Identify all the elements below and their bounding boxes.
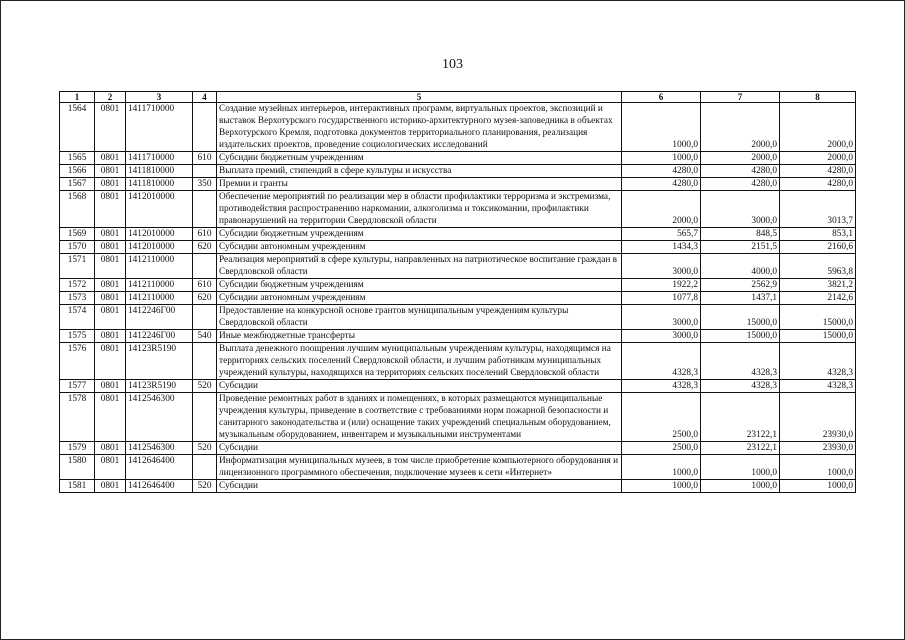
item-name-cell: Иные межбюджетные трансферты [217, 330, 622, 343]
amount-col8-cell: 4328,3 [780, 380, 856, 393]
amount-col8-cell: 5963,8 [780, 254, 856, 279]
target-code-cell: 1411710000 [126, 103, 193, 152]
amount-col8-cell: 3013,7 [780, 191, 856, 228]
section-code-cell: 0801 [95, 191, 126, 228]
expense-type-cell: 520 [193, 380, 217, 393]
table-row [60, 480, 856, 493]
table-row [60, 343, 856, 380]
row-number-cell: 1570 [60, 241, 95, 254]
column-header: 8 [780, 92, 856, 103]
item-name-cell: Выплата денежного поощрения лучшим муниципальным учреждениям культуры, находящимся на территориях сельских поселений Свердловской области, и лучшим работникам муниципальных учреждений культуры, находящихся на территориях сельских поселений Свердловской области [217, 343, 622, 380]
item-name-cell: Предоставление на конкурсной основе грантов муниципальным учреждениям культуры Свердловской области [217, 305, 622, 330]
amount-col7-cell: 23122,1 [701, 393, 780, 442]
amount-col8-cell: 1000,0 [780, 455, 856, 480]
amount-col8-cell: 4280,0 [780, 165, 856, 178]
amount-col7-cell: 15000,0 [701, 305, 780, 330]
amount-col6-cell: 3000,0 [622, 330, 701, 343]
amount-col8-cell: 2160,6 [780, 241, 856, 254]
target-code-cell: 1412246Г00 [126, 330, 193, 343]
table-row [60, 380, 856, 393]
target-code-cell: 1412010000 [126, 241, 193, 254]
table-row [60, 178, 856, 191]
section-code-cell: 0801 [95, 152, 126, 165]
amount-col8-cell: 4328,3 [780, 343, 856, 380]
section-code-cell: 0801 [95, 393, 126, 442]
row-number-cell: 1567 [60, 178, 95, 191]
amount-col6-cell: 2500,0 [622, 393, 701, 442]
expense-type-cell: 610 [193, 279, 217, 292]
table-row [60, 305, 856, 330]
target-code-cell: 1412546300 [126, 393, 193, 442]
item-name-cell: Субсидии [217, 380, 622, 393]
expense-type-cell: 350 [193, 178, 217, 191]
item-name-cell: Субсидии [217, 480, 622, 493]
budget-table [59, 91, 856, 493]
item-name-cell: Субсидии автономным учреждениям [217, 241, 622, 254]
amount-col7-cell: 4000,0 [701, 254, 780, 279]
item-name-cell: Субсидии бюджетным учреждениям [217, 152, 622, 165]
target-code-cell: 14123R5190 [126, 380, 193, 393]
column-header: 6 [622, 92, 701, 103]
item-name-cell: Субсидии автономным учреждениям [217, 292, 622, 305]
amount-col7-cell: 3000,0 [701, 191, 780, 228]
row-number-cell: 1578 [60, 393, 95, 442]
section-code-cell: 0801 [95, 292, 126, 305]
table-row [60, 330, 856, 343]
row-number-cell: 1575 [60, 330, 95, 343]
table-row [60, 442, 856, 455]
row-number-cell: 1580 [60, 455, 95, 480]
section-code-cell: 0801 [95, 343, 126, 380]
target-code-cell: 1411810000 [126, 165, 193, 178]
target-code-cell: 1412546300 [126, 442, 193, 455]
amount-col7-cell: 1000,0 [701, 480, 780, 493]
target-code-cell: 1412646400 [126, 480, 193, 493]
amount-col7-cell: 1000,0 [701, 455, 780, 480]
column-header: 5 [217, 92, 622, 103]
table-row [60, 254, 856, 279]
section-code-cell: 0801 [95, 442, 126, 455]
amount-col8-cell: 2000,0 [780, 152, 856, 165]
amount-col6-cell: 3000,0 [622, 305, 701, 330]
item-name-cell: Субсидии бюджетным учреждениям [217, 279, 622, 292]
section-code-cell: 0801 [95, 279, 126, 292]
amount-col8-cell: 23930,0 [780, 442, 856, 455]
item-name-cell: Выплата премий, стипендий в сфере культуры и искусства [217, 165, 622, 178]
expense-type-cell [193, 165, 217, 178]
amount-col6-cell: 4280,0 [622, 165, 701, 178]
expense-type-cell [193, 343, 217, 380]
amount-col7-cell: 2000,0 [701, 103, 780, 152]
row-number-cell: 1564 [60, 103, 95, 152]
table-row [60, 279, 856, 292]
amount-col7-cell: 4328,3 [701, 343, 780, 380]
amount-col7-cell: 2151,5 [701, 241, 780, 254]
section-code-cell: 0801 [95, 330, 126, 343]
target-code-cell: 1412246Г00 [126, 305, 193, 330]
amount-col8-cell: 2142,6 [780, 292, 856, 305]
row-number-cell: 1568 [60, 191, 95, 228]
column-header: 2 [95, 92, 126, 103]
target-code-cell: 1412010000 [126, 191, 193, 228]
target-code-cell: 1411810000 [126, 178, 193, 191]
target-code-cell: 1412646400 [126, 455, 193, 480]
table-row [60, 455, 856, 480]
amount-col6-cell: 1000,0 [622, 152, 701, 165]
amount-col6-cell: 2500,0 [622, 442, 701, 455]
amount-col6-cell: 2000,0 [622, 191, 701, 228]
row-number-cell: 1577 [60, 380, 95, 393]
amount-col7-cell: 848,5 [701, 228, 780, 241]
table-row [60, 103, 856, 152]
section-code-cell: 0801 [95, 103, 126, 152]
item-name-cell: Проведение ремонтных работ в зданиях и помещениях, в которых размещаются муниципальные учреждения культуры, приведение в соответствие с требованиями норм пожарной безопасности и санитарного законодательства и (или) оснащение таких учреждений специальным оборудованием, музыкальным оборудованием, инвентарем и музыкальными инструментами [217, 393, 622, 442]
row-number-cell: 1572 [60, 279, 95, 292]
amount-col7-cell: 2562,9 [701, 279, 780, 292]
section-code-cell: 0801 [95, 228, 126, 241]
amount-col7-cell: 4280,0 [701, 165, 780, 178]
expense-type-cell [193, 254, 217, 279]
expense-type-cell [193, 455, 217, 480]
table-row [60, 165, 856, 178]
column-header: 7 [701, 92, 780, 103]
amount-col6-cell: 4328,3 [622, 343, 701, 380]
amount-col8-cell: 15000,0 [780, 305, 856, 330]
amount-col8-cell: 1000,0 [780, 480, 856, 493]
table-row [60, 228, 856, 241]
amount-col7-cell: 4280,0 [701, 178, 780, 191]
amount-col7-cell: 23122,1 [701, 442, 780, 455]
row-number-cell: 1565 [60, 152, 95, 165]
row-number-cell: 1581 [60, 480, 95, 493]
expense-type-cell [193, 393, 217, 442]
target-code-cell: 1412110000 [126, 279, 193, 292]
row-number-cell: 1576 [60, 343, 95, 380]
section-code-cell: 0801 [95, 254, 126, 279]
target-code-cell: 1412010000 [126, 228, 193, 241]
amount-col8-cell: 23930,0 [780, 393, 856, 442]
item-name-cell: Субсидии [217, 442, 622, 455]
column-header: 3 [126, 92, 193, 103]
row-number-cell: 1566 [60, 165, 95, 178]
amount-col6-cell: 1077,8 [622, 292, 701, 305]
column-header: 4 [193, 92, 217, 103]
table-row [60, 152, 856, 165]
target-code-cell: 1412110000 [126, 292, 193, 305]
row-number-cell: 1571 [60, 254, 95, 279]
amount-col6-cell: 1434,3 [622, 241, 701, 254]
table-body [60, 103, 856, 493]
row-number-cell: 1574 [60, 305, 95, 330]
expense-type-cell: 520 [193, 480, 217, 493]
amount-col8-cell: 853,1 [780, 228, 856, 241]
target-code-cell: 14123R5190 [126, 343, 193, 380]
section-code-cell: 0801 [95, 165, 126, 178]
item-name-cell: Реализация мероприятий в сфере культуры, направленных на патриотическое воспитание граждан в Свердловской области [217, 254, 622, 279]
amount-col6-cell: 1000,0 [622, 455, 701, 480]
amount-col6-cell: 565,7 [622, 228, 701, 241]
section-code-cell: 0801 [95, 455, 126, 480]
item-name-cell: Информатизация муниципальных музеев, в том числе приобретение компьютерного оборудования и лицензионного программного обеспечения, подключение музеев к сети «Интернет» [217, 455, 622, 480]
amount-col6-cell: 1000,0 [622, 480, 701, 493]
amount-col7-cell: 2000,0 [701, 152, 780, 165]
expense-type-cell: 540 [193, 330, 217, 343]
amount-col7-cell: 15000,0 [701, 330, 780, 343]
section-code-cell: 0801 [95, 241, 126, 254]
amount-col8-cell: 4280,0 [780, 178, 856, 191]
expense-type-cell [193, 103, 217, 152]
table-row [60, 241, 856, 254]
table-header-row [60, 92, 856, 103]
section-code-cell: 0801 [95, 480, 126, 493]
expense-type-cell: 610 [193, 152, 217, 165]
expense-type-cell: 620 [193, 241, 217, 254]
amount-col7-cell: 1437,1 [701, 292, 780, 305]
expense-type-cell: 620 [193, 292, 217, 305]
column-header: 1 [60, 92, 95, 103]
table-row [60, 393, 856, 442]
expense-type-cell [193, 305, 217, 330]
amount-col7-cell: 4328,3 [701, 380, 780, 393]
section-code-cell: 0801 [95, 178, 126, 191]
amount-col8-cell: 15000,0 [780, 330, 856, 343]
target-code-cell: 1411710000 [126, 152, 193, 165]
amount-col6-cell: 3000,0 [622, 254, 701, 279]
section-code-cell: 0801 [95, 305, 126, 330]
amount-col6-cell: 4280,0 [622, 178, 701, 191]
target-code-cell: 1412110000 [126, 254, 193, 279]
amount-col8-cell: 3821,2 [780, 279, 856, 292]
amount-col6-cell: 4328,3 [622, 380, 701, 393]
section-code-cell: 0801 [95, 380, 126, 393]
item-name-cell: Обеспечение мероприятий по реализации мер в области профилактики терроризма и экстремизма, противодействия распространению наркомании, алкоголизма и токсикомании, профилактики правонарушений на территории Свердловской области [217, 191, 622, 228]
row-number-cell: 1569 [60, 228, 95, 241]
amount-col6-cell: 1922,2 [622, 279, 701, 292]
table-row [60, 292, 856, 305]
item-name-cell: Субсидии бюджетным учреждениям [217, 228, 622, 241]
amount-col6-cell: 1000,0 [622, 103, 701, 152]
expense-type-cell: 520 [193, 442, 217, 455]
expense-type-cell [193, 191, 217, 228]
amount-col8-cell: 2000,0 [780, 103, 856, 152]
table-row [60, 191, 856, 228]
item-name-cell: Создание музейных интерьеров, интерактивных программ, виртуальных проектов, экспозиций и выставок Верхотурского государственного историко-архитектурного музея-заповедника в объектах Верхотурского Кремля, подготовка документов территориального планирования, реализация издательских проектов, проведение социологических исследований [217, 103, 622, 152]
row-number-cell: 1573 [60, 292, 95, 305]
page-number: 103 [442, 57, 463, 72]
row-number-cell: 1579 [60, 442, 95, 455]
item-name-cell: Премии и гранты [217, 178, 622, 191]
expense-type-cell: 610 [193, 228, 217, 241]
